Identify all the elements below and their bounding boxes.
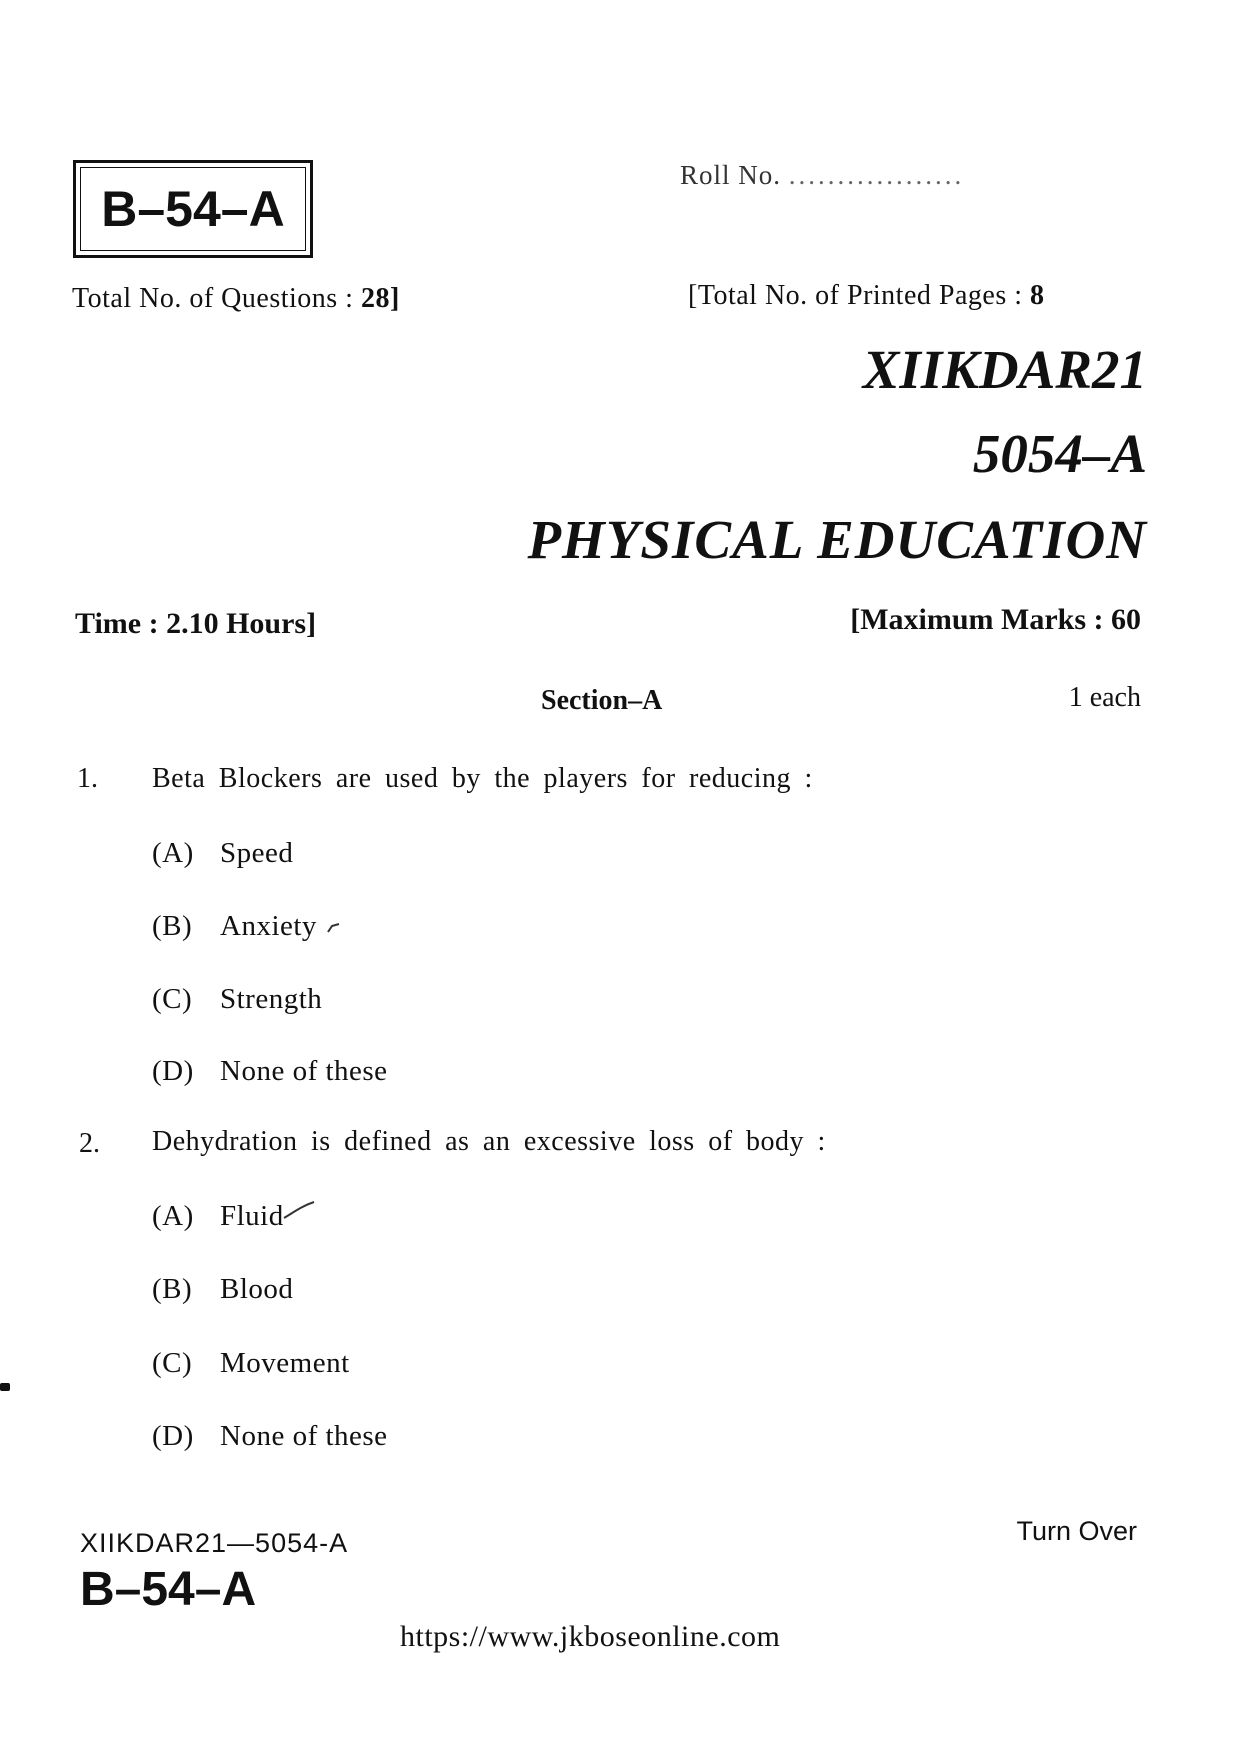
total-pages-label: [Total No. of Printed Pages : bbox=[688, 280, 1023, 311]
option-label: (D) bbox=[152, 1055, 194, 1087]
option-item bbox=[152, 1273, 293, 1306]
option-text: Anxiety bbox=[220, 910, 317, 942]
option-text: Fluid bbox=[220, 1200, 284, 1232]
section-title: Section–A bbox=[541, 685, 663, 716]
question-number: 2. bbox=[79, 1128, 100, 1159]
source-url: https://www.jkboseonline.com bbox=[400, 1620, 781, 1653]
option-label: (C) bbox=[152, 1347, 193, 1379]
question-text: Dehydration is defined as an excessive loss of body : bbox=[152, 1126, 826, 1157]
turn-over-note: Turn Over bbox=[1016, 1516, 1137, 1546]
option-label: (A) bbox=[152, 837, 194, 869]
tick-mark-icon bbox=[325, 920, 345, 936]
option-text: Movement bbox=[220, 1347, 350, 1379]
subject-title: PHYSICAL EDUCATION bbox=[527, 509, 1147, 570]
option-label: (B) bbox=[152, 910, 193, 942]
total-questions-label: Total No. of Questions : bbox=[72, 283, 354, 314]
roll-number-field bbox=[680, 160, 964, 191]
option-text: None of these bbox=[220, 1420, 388, 1452]
roll-dots: .................. bbox=[788, 160, 965, 190]
maximum-marks: [Maximum Marks : 60 bbox=[850, 603, 1141, 636]
roll-label: Roll No. bbox=[680, 160, 782, 190]
question-number: 1. bbox=[77, 763, 98, 794]
option-label: (B) bbox=[152, 1273, 193, 1305]
option-item bbox=[152, 1200, 316, 1233]
option-item bbox=[152, 837, 293, 870]
total-pages bbox=[688, 280, 1045, 312]
total-questions-value: 28] bbox=[360, 283, 400, 314]
option-item bbox=[152, 1347, 350, 1380]
footer-paper-code: B–54–A bbox=[80, 1563, 257, 1616]
total-questions bbox=[72, 283, 400, 315]
option-label: (D) bbox=[152, 1420, 194, 1452]
section-marks: 1 each bbox=[1068, 682, 1141, 713]
paper-code-text: B–54–A bbox=[101, 181, 285, 237]
option-label: (A) bbox=[152, 1200, 194, 1232]
exam-code: XIIKDAR21 bbox=[862, 339, 1147, 400]
option-item bbox=[152, 983, 322, 1016]
total-pages-value: 8 bbox=[1030, 280, 1045, 311]
option-text: Blood bbox=[220, 1273, 294, 1305]
option-item bbox=[152, 910, 345, 943]
option-item bbox=[152, 1055, 388, 1088]
option-text: None of these bbox=[220, 1055, 388, 1087]
option-text: Speed bbox=[220, 837, 294, 869]
question-text: Beta Blockers are used by the players for reducing : bbox=[152, 763, 813, 794]
tick-mark-icon bbox=[282, 1200, 316, 1220]
footer-code: XIIKDAR21—5054-A bbox=[80, 1528, 349, 1558]
paper-code-box bbox=[73, 160, 313, 258]
option-label: (C) bbox=[152, 983, 193, 1015]
paper-number: 5054–A bbox=[972, 423, 1147, 484]
time-allowed: Time : 2.10 Hours] bbox=[75, 607, 317, 640]
scan-mark bbox=[0, 1383, 10, 1391]
option-text: Strength bbox=[220, 983, 323, 1015]
option-item bbox=[152, 1420, 388, 1453]
